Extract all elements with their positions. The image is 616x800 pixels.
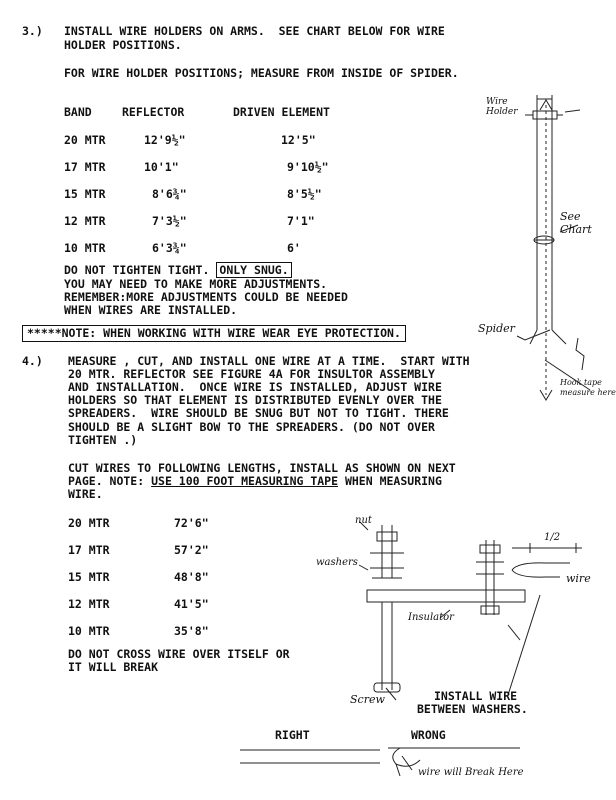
table-row-band: 20 MTR [64,133,106,147]
table-row-reflector: 6'3¾" [152,241,187,255]
nut-label: nut [355,515,372,526]
table-row-band: 15 MTR [64,187,106,201]
length-value: 57'2" [174,543,209,557]
tighten-text: DO NOT TIGHTEN TIGHT. [64,263,210,277]
insulator-label: Insulator [408,612,454,623]
step3-line1: INSTALL WIRE HOLDERS ON ARMS. SEE CHART BELOW FOR WIRE [64,24,445,38]
length-value: 35'8" [174,624,209,638]
measuring-tape-note: USE 100 FOOT MEASURING TAPE [151,474,339,488]
cut-line3: WIRE. [68,487,103,501]
measure-note: FOR WIRE HOLDER POSITIONS; MEASURE FROM INSIDE OF SPIDER. [64,66,459,80]
length-band: 12 MTR [68,597,110,611]
washers-label: washers [316,557,358,568]
spreader-arm-sketch [517,95,590,400]
length-value: 48'8" [174,570,209,584]
install-wire-line1: INSTALL WIRE [434,689,518,703]
table-row-band: 17 MTR [64,160,106,174]
step4-line: AND INSTALLATION. ONCE WIRE IS INSTALLED, ADJUST WIRE [68,380,442,394]
length-band: 17 MTR [68,543,110,557]
step4-line: HOLDERS SO THAT ELEMENT IS DISTRIBUTED EVENLY OVER THE [68,393,442,407]
more-adjust-line: YOU MAY NEED TO MAKE MORE ADJUSTMENTS. [64,277,328,291]
cut-line2-post: WHEN MEASURING [338,474,442,488]
length-band: 20 MTR [68,516,110,530]
table-row-reflector: 10'1" [144,160,179,174]
step4-line: 20 MTR. REFLECTOR SEE FIGURE 4A FOR INSULTOR ASSEMBLY [68,367,435,381]
step3-number: 3.) [22,24,43,38]
length-band: 10 MTR [68,624,110,638]
eye-protection-note: *****NOTE: WHEN WORKING WITH WIRE WEAR EYE PROTECTION. [22,325,406,342]
length-value: 41'5" [174,597,209,611]
see-chart-label: See Chart [560,210,592,236]
length-value: 72'6" [174,516,209,530]
cross-warning-line2: IT WILL BREAK [68,660,159,674]
install-wire-line2: BETWEEN WASHERS. [417,702,528,716]
col-header-reflector: REFLECTOR [122,105,185,119]
step4-line: MEASURE , CUT, AND INSTALL ONE WIRE AT A TIME. START WITH [68,354,470,368]
only-snug-box: ONLY SNUG. [216,262,291,278]
step3-line2: HOLDER POSITIONS. [64,38,182,52]
table-row-driven: 7'1" [287,214,315,228]
table-row-reflector: 12'9½" [144,133,186,147]
insulator-assembly-sketch [359,522,582,700]
cut-line2-pre: PAGE. NOTE: [68,474,152,488]
cut-line1: CUT WIRES TO FOLLOWING LENGTHS, INSTALL AS SHOWN ON NEXT [68,461,456,475]
col-header-driven: DRIVEN ELEMENT [233,105,330,119]
table-row-driven: 12'5" [281,133,316,147]
break-label: wire will Break Here [418,767,524,778]
wire-holder-label: Wire Holder [486,97,518,117]
remember-line: REMEMBER:MORE ADJUSTMENTS COULD BE NEEDED [64,290,348,304]
right-label: RIGHT [275,728,310,742]
table-row-reflector: 7'3½" [152,214,187,228]
table-row-driven: 8'5½" [287,187,322,201]
step4-number: 4.) [22,354,43,368]
table-row-driven: 6' [287,241,301,255]
spider-label: Spider [478,322,515,335]
step4-line: SPREADERS. WIRE SHOULD BE SNUG BUT NOT TO TIGHT. THERE [68,406,449,420]
dimension-label: 1/2 [544,532,561,543]
table-row-driven: 9'10½" [287,160,329,174]
wrong-label: WRONG [411,728,446,742]
step4-line: SHOULD BE A SLIGHT BOW TO THE SPREADERS. (DO NOT OVER [68,420,435,434]
table-row-band: 10 MTR [64,241,106,255]
step4-line: TIGHTEN .) [68,433,138,447]
wire-label: wire [566,572,591,585]
table-row-band: 12 MTR [64,214,106,228]
screw-label: Screw [350,693,385,706]
cross-warning-line1: DO NOT CROSS WIRE OVER ITSELF OR [68,647,290,661]
when-installed-line: WHEN WIRES ARE INSTALLED. [64,303,238,317]
table-row-reflector: 8'6¾" [152,187,187,201]
length-band: 15 MTR [68,570,110,584]
hook-tape-label: Hook tape measure here [560,378,616,397]
col-header-band: BAND [64,105,92,119]
